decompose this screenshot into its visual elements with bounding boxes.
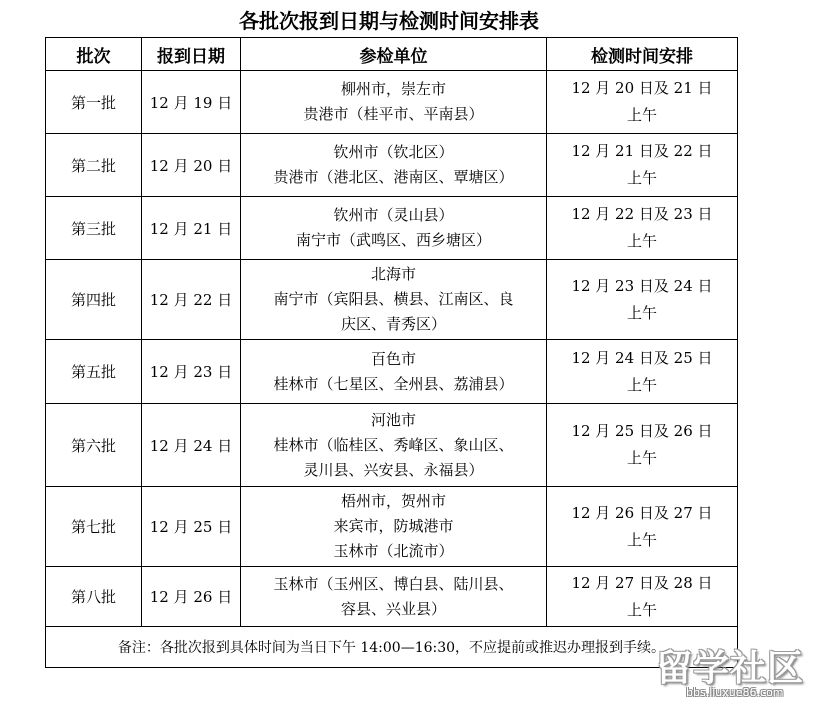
unit-line: 来宾市，防城港市 [333, 517, 454, 535]
batch-cell: 第八批 [46, 567, 142, 627]
time-cell [547, 404, 738, 487]
time-line: 上午 [626, 169, 657, 187]
unit-line: 北海市 [370, 265, 416, 283]
time-cell [547, 567, 738, 627]
header-time: 检测时间安排 [547, 38, 738, 71]
document-title: 各批次报到日期与检测时间安排表 [239, 9, 539, 33]
batch-cell: 第二批 [46, 134, 142, 197]
unit-line: 梧州市，贺州市 [340, 492, 446, 510]
batch-cell: 第五批 [46, 340, 142, 404]
date-cell: 12 月 22 日 [142, 260, 241, 340]
time-line: 12 月 25 日及 26 日 [571, 422, 713, 440]
time-line: 上午 [626, 449, 657, 467]
unit-line: 庆区、青秀区） [340, 315, 446, 333]
table-row [46, 260, 738, 340]
note-cell: 备注：各批次报到具体时间为当日下午 14:00—16:30，不应提前或推迟办理报到手续。 [46, 627, 738, 668]
date-cell: 12 月 21 日 [142, 197, 241, 260]
time-line: 12 月 20 日及 21 日 [571, 79, 713, 97]
unit-line: 玉林市（北流市） [333, 542, 454, 560]
date-cell: 12 月 20 日 [142, 134, 241, 197]
time-line: 12 月 27 日及 28 日 [571, 573, 713, 592]
table-row [46, 134, 738, 197]
table-row [46, 340, 738, 404]
unit-line: 南宁市（武鸣区、西乡塘区） [295, 231, 491, 249]
unit-line: 南宁市（宾阳县、横县、江南区、良 [273, 290, 514, 308]
units-cell [241, 340, 547, 404]
time-cell [547, 340, 738, 404]
time-cell [547, 260, 738, 340]
note-row [46, 627, 738, 668]
units-cell [241, 134, 547, 197]
table-row [46, 197, 738, 260]
unit-line: 桂林市（七星区、全州县、荔浦县） [273, 374, 514, 393]
unit-line: 贵港市（港北区、港南区、覃塘区） [273, 168, 514, 186]
units-cell [241, 404, 547, 487]
header-units: 参检单位 [241, 38, 547, 71]
unit-line: 钦州市（钦北区） [333, 143, 454, 161]
date-cell: 12 月 25 日 [142, 487, 241, 567]
unit-line: 百色市 [370, 349, 416, 368]
date-cell: 12 月 23 日 [142, 340, 241, 404]
unit-line: 玉林市（玉州区、博白县、陆川县、 [273, 574, 514, 593]
unit-line: 桂林市（临桂区、秀峰区、象山区、 [273, 435, 514, 454]
time-line: 上午 [626, 530, 657, 549]
batch-cell: 第四批 [46, 260, 142, 340]
batch-cell: 第六批 [46, 404, 142, 487]
unit-line: 容县、兴业县） [340, 599, 446, 618]
time-line: 12 月 21 日及 22 日 [571, 142, 713, 160]
schedule-table [45, 37, 738, 668]
unit-line: 钦州市（灵山县） [333, 206, 454, 224]
watermark-url: bbs.liuxue86.com [686, 686, 784, 699]
time-line: 上午 [626, 303, 657, 322]
time-line: 上午 [626, 375, 657, 394]
time-line: 12 月 24 日及 25 日 [571, 348, 713, 367]
time-cell [547, 134, 738, 197]
unit-line: 柳州市，崇左市 [340, 80, 446, 98]
time-cell [547, 487, 738, 567]
time-line: 上午 [626, 106, 657, 124]
table-row [46, 404, 738, 487]
date-cell: 12 月 19 日 [142, 71, 241, 134]
units-cell [241, 487, 547, 567]
table-body [46, 71, 738, 668]
time-line: 12 月 26 日及 27 日 [571, 503, 713, 522]
time-line: 12 月 22 日及 23 日 [571, 205, 713, 223]
table-row [46, 71, 738, 134]
unit-line: 河池市 [370, 410, 416, 429]
table-row [46, 567, 738, 627]
header-date: 报到日期 [142, 38, 241, 71]
table-row [46, 487, 738, 567]
unit-line: 贵港市（桂平市、平南县） [303, 105, 484, 123]
table-header-row [46, 38, 738, 71]
time-cell [547, 71, 738, 134]
unit-line: 灵川县、兴安县、永福县） [303, 460, 484, 479]
time-line: 12 月 23 日及 24 日 [571, 276, 713, 295]
watermark-text: 留学社区 [656, 648, 805, 689]
time-cell [547, 197, 738, 260]
date-cell: 12 月 26 日 [142, 567, 241, 627]
batch-cell: 第七批 [46, 487, 142, 567]
units-cell [241, 197, 547, 260]
date-cell: 12 月 24 日 [142, 404, 241, 487]
units-cell [241, 71, 547, 134]
batch-cell: 第三批 [46, 197, 142, 260]
units-cell [241, 567, 547, 627]
batch-cell: 第一批 [46, 71, 142, 134]
units-cell [241, 260, 547, 340]
header-batch: 批次 [46, 38, 142, 71]
time-line: 上午 [626, 232, 657, 250]
time-line: 上午 [626, 600, 657, 619]
